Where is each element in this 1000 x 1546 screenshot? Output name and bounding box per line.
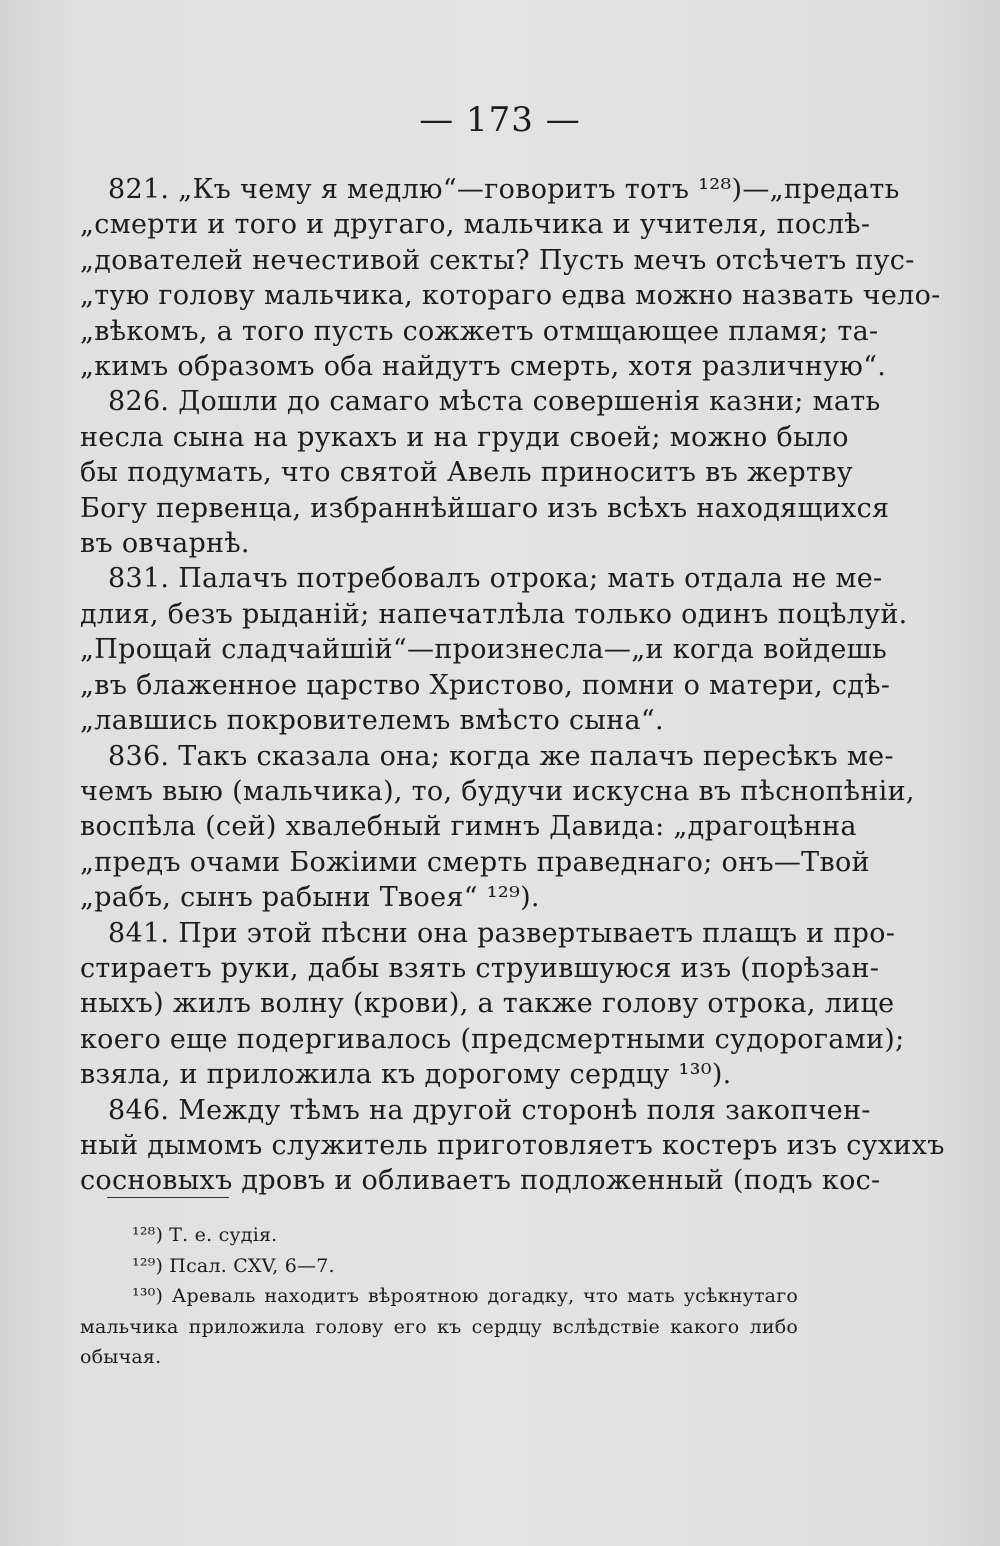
footnote-129: ¹²⁹) Псал. CXV, 6—7. [132,1254,335,1277]
text-line: длия, безъ рыданій; напечатлѣла только одинъ поцѣлуй. [80,598,908,630]
text-line: „рабъ, сынъ рабыни Твоея“ ¹²⁹). [80,882,540,914]
main-text [80,172,945,1199]
text-line: 846. Между тѣмъ на другой сторонѣ поля закопчен- [108,1094,871,1126]
text-line: „тую голову мальчика, котораго едва можно назвать чело- [80,280,941,312]
page-number: — 173 — [419,100,581,140]
footnote-divider [107,1197,229,1198]
text-line: 821. „Къ чему я медлю“—говоритъ тотъ ¹²⁸)—„предать [108,174,900,205]
text-line: стираетъ руки, дабы взять струившуюся изъ (порѣзан- [80,952,880,984]
footnote-128: ¹²⁸) Т. е. судія. [132,1224,278,1246]
text-line: „Прощай сладчайшій“—произнесла—„и когда войдешь [80,634,888,666]
footnote-130: ¹³⁰) Ареваль находитъ вѣроятною догадку, что мать усѣкнутаго [132,1285,798,1307]
text-line: ный дымомъ служитель приготовляетъ костеръ изъ сухихъ [80,1129,945,1161]
text-line: бы подумать, что святой Авель приноситъ въ жертву [80,457,853,489]
text-line: взяла, и приложила къ дорогому сердцу ¹³⁰). [80,1059,732,1091]
text-line: „лавшись покровителемъ вмѣсто сына“. [80,705,664,737]
text-line: „въ блаженное царство Христово, помни о матери, сдѣ- [80,669,891,701]
text-line: 841. При этой пѣсни она развертываетъ плащъ и про- [108,917,896,949]
text-line: коего еще подергивалось (предсмертными судорогами); [80,1023,905,1055]
footnote-130-end: обычая. [80,1346,162,1368]
text-line: воспѣла (сей) хвалебный гимнъ Давида: „драгоцѣнна [80,811,857,843]
text-line: чемъ выю (мальчика), то, будучи искусна въ пѣснопѣніи, [80,775,915,807]
text-line: „смерти и того и другаго, мальчика и учителя, послѣ- [80,209,871,241]
text-line: 831. Палачъ потребовалъ отрока; мать отдала не ме- [108,563,883,595]
text-line: 826. Дошли до самаго мѣста совершенія казни; мать [108,386,881,418]
text-line: „предъ очами Божіими смерть праведнаго; онъ—Твой [80,846,870,878]
text-line: въ овчарнѣ. [80,528,250,560]
text-line: сосновыхъ дровъ и обливаетъ подложенный (подъ кос- [80,1165,881,1197]
text-line: ныхъ) жилъ волну (крови), а также голову отрока, лице [80,988,895,1020]
text-line: „вѣкомъ, а того пусть сожжетъ отмщающее пламя; та- [80,315,879,347]
text-line: „кимъ образомъ оба найдутъ смерть, хотя различную“. [80,351,887,383]
text-line: несла сына на рукахъ и на груди своей; можно было [80,421,849,453]
text-line: Богу первенца, избраннѣйшаго изъ всѣхъ находящихся [80,492,890,524]
text-line: 836. Такъ сказала она; когда же палачъ пересѣкъ ме- [108,740,894,772]
text-line: „дователей нечестивой секты? Пусть мечъ отсѣчетъ пус- [80,244,915,276]
footnote-130-cont: мальчика приложила голову его къ сердцу вслѣдствіе какого либо [80,1315,798,1338]
footnotes [80,1220,798,1373]
